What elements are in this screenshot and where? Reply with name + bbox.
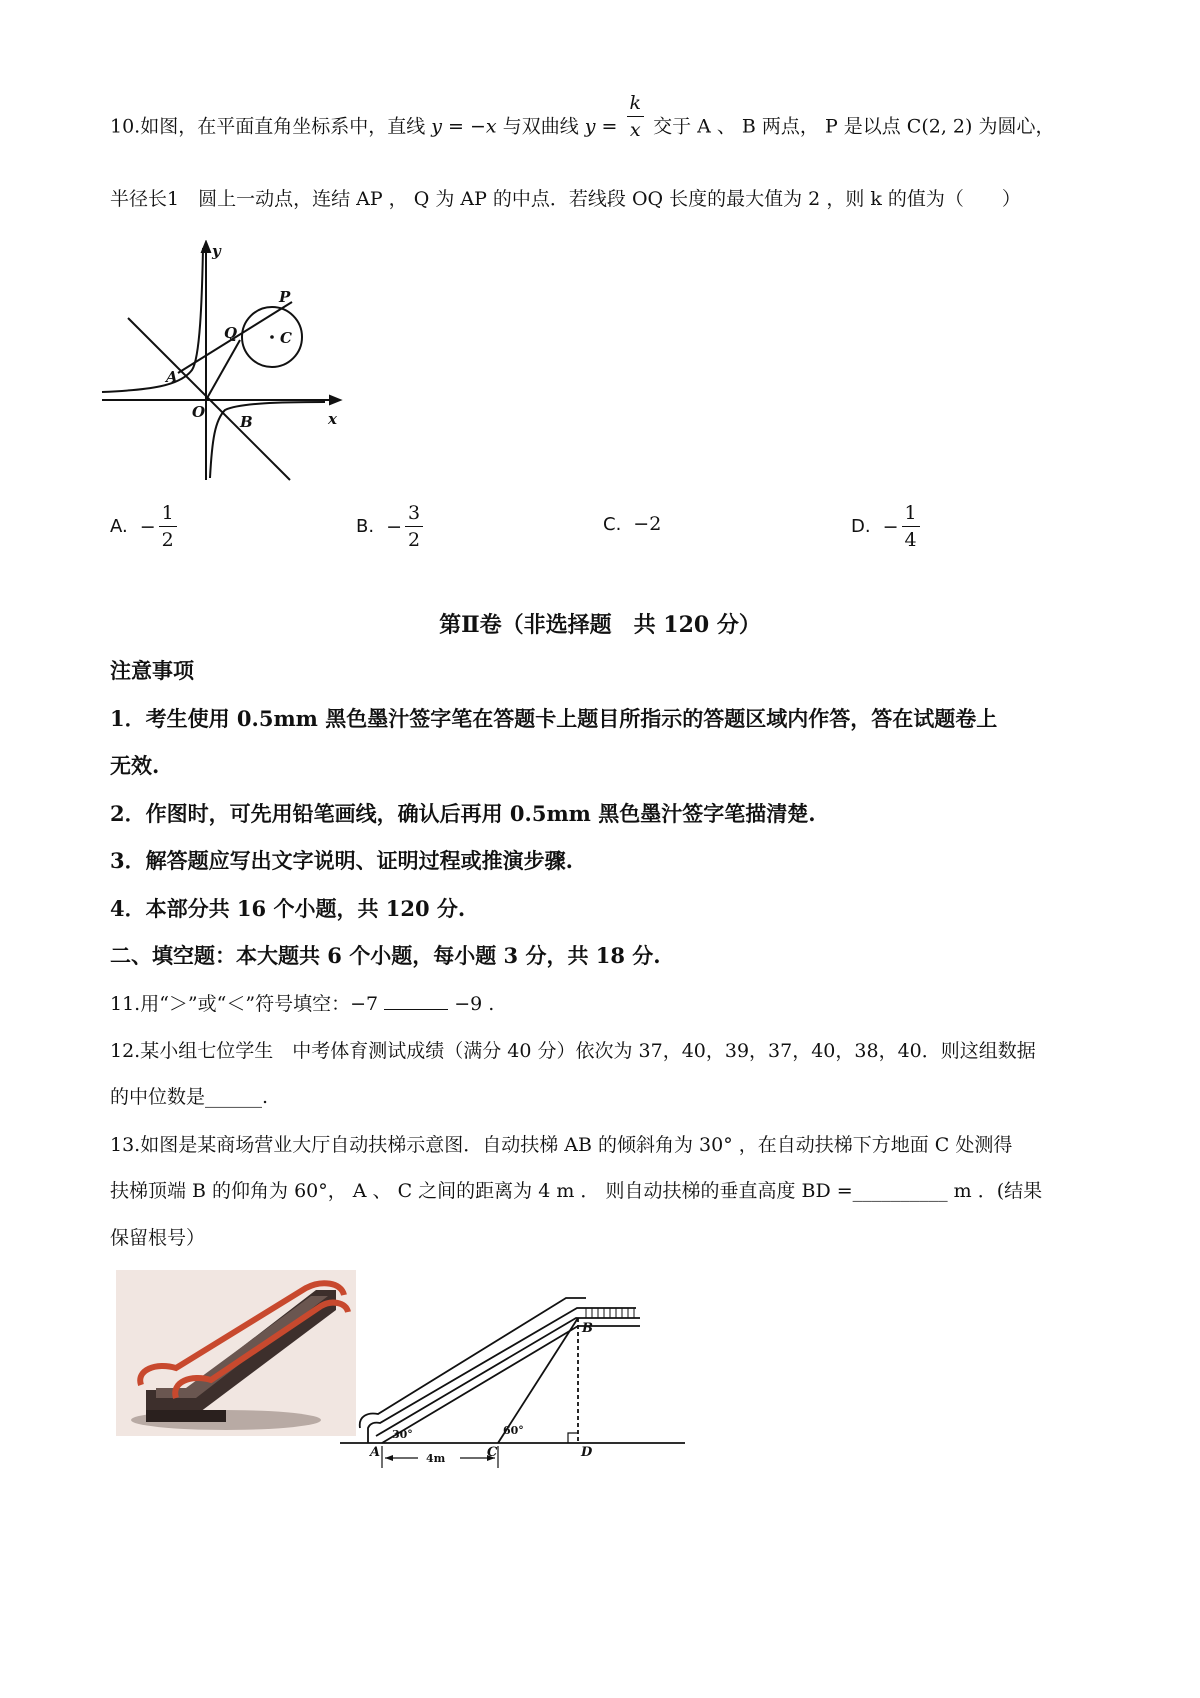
section-title: 第Ⅱ卷（非选择题 共 120 分） — [439, 612, 761, 638]
segment-oq — [206, 340, 240, 400]
option-c[interactable] — [603, 513, 661, 535]
option-a[interactable] — [110, 500, 180, 553]
center-dot — [270, 335, 274, 339]
option-sign: − — [386, 515, 402, 538]
q13-line3: 保留根号） — [110, 1227, 206, 1249]
notice-1: 1．考生使用 0.5mm 黑色墨汁签字笔在答题卡上题目所指示的答题区域内作答，答在试题卷上 — [110, 706, 998, 731]
q10-line-eq: y = −x — [431, 115, 497, 138]
q11-text-suffix: −9 . — [454, 993, 495, 1015]
rail-mid — [376, 1318, 640, 1436]
option-sign: − — [139, 515, 156, 538]
q10-hyperbola-frac — [627, 90, 645, 143]
q13-line1: 13.如图是某商场营业大厅自动扶梯示意图．自动扶梯 AB 的倾斜角为 30° ，在自动扶梯下方地面 C 处测得 — [110, 1134, 1013, 1156]
q10-figure — [100, 240, 360, 485]
label-angle-30: 30° — [392, 1428, 413, 1441]
label-c: C — [280, 329, 292, 347]
escalator-diagram — [340, 1288, 685, 1468]
notice-2: 2．作图时，可先用铅笔画线，确认后再用 0.5mm 黑色墨汁签字笔描清楚. — [110, 801, 816, 826]
label-x: x — [328, 410, 337, 428]
option-fraction — [902, 500, 920, 553]
q11 — [110, 990, 494, 1018]
option-d[interactable] — [851, 500, 923, 553]
option-sign: − — [882, 515, 899, 538]
handrail — [360, 1298, 586, 1428]
frac-numerator: 3 — [405, 500, 423, 527]
option-b[interactable] — [356, 500, 426, 553]
q11-text: 11.用“＞”或“＜”符号填空：−7 — [110, 993, 379, 1015]
label-o: O — [192, 403, 206, 421]
q12-line1: 12.某小组七位学生 中考体育测试成绩（满分 40 分）依次为 37，40，39，37，40，38，40．则这组数据 — [110, 1040, 1036, 1062]
q13-line2: 扶梯顶端 B 的仰角为 60°， A 、 C 之间的距离为 4 m ． 则自动扶梯的垂直高度 BD =__________ m ．(结果 — [110, 1180, 1043, 1202]
q10-line1 — [110, 92, 1055, 143]
label-b: B — [582, 1321, 593, 1336]
label-angle-60: 60° — [503, 1424, 524, 1437]
label-a: A — [166, 368, 178, 386]
frac-numerator: 1 — [902, 500, 920, 527]
rail-outer — [368, 1308, 636, 1443]
frac-denominator: x — [629, 119, 641, 141]
notice-4: 4．本部分共 16 个小题，共 120 分. — [110, 896, 466, 921]
frac-denominator: 2 — [161, 529, 174, 551]
q10-line2: 半径长1 圆上一动点，连结 AP ， Q 为 AP 的中点．若线段 OQ 长度的最大值为 2 ，则 k 的值为（ ） — [110, 188, 1021, 210]
notice-3: 3．解答题应写出文字说明、证明过程或推演步骤. — [110, 848, 573, 873]
q10-text-suffix: 交于 A 、 B 两点， P 是以点 C(2, 2) 为圆心， — [653, 115, 1055, 138]
option-fraction — [405, 500, 423, 553]
hyperbola-lower-branch — [210, 402, 325, 478]
q11-answer-blank[interactable] — [384, 991, 448, 1010]
label-distance: 4m — [426, 1452, 446, 1465]
hyperbola-upper-branch — [102, 248, 203, 392]
option-label: A. — [110, 516, 128, 537]
notice-heading: 注意事项 — [110, 658, 194, 683]
label-c: C — [487, 1445, 498, 1460]
right-angle-mark — [568, 1433, 578, 1443]
label-p: P — [279, 288, 291, 306]
frac-numerator: k — [627, 90, 645, 117]
option-label: C. — [603, 513, 622, 535]
q10-hyperbola-lhs: y = — [584, 115, 618, 138]
frac-denominator: 2 — [408, 529, 421, 551]
frac-numerator: 1 — [159, 500, 177, 527]
dim-arrow-left — [385, 1455, 393, 1461]
label-y: y — [212, 242, 221, 260]
fill-blank-heading: 二、填空题：本大题共 6 个小题，每小题 3 分，共 18 分. — [110, 943, 661, 968]
label-q: Q — [224, 324, 238, 342]
notice-1-cont: 无效. — [110, 753, 160, 778]
frac-denominator: 4 — [904, 529, 917, 551]
q10-text: 10.如图，在平面直角坐标系中，直线 — [110, 115, 426, 138]
label-d: D — [581, 1445, 593, 1460]
q12-line2: 的中位数是______. — [110, 1086, 269, 1108]
option-value: −2 — [633, 513, 662, 535]
option-label: D. — [851, 516, 871, 537]
q10-text-mid: 与双曲线 — [502, 115, 579, 138]
option-label: B. — [356, 516, 375, 537]
label-a: A — [370, 1445, 381, 1460]
x-axis-arrow — [330, 396, 340, 404]
label-b: B — [240, 413, 253, 431]
escalator-photo — [116, 1270, 356, 1436]
option-fraction — [159, 500, 177, 553]
